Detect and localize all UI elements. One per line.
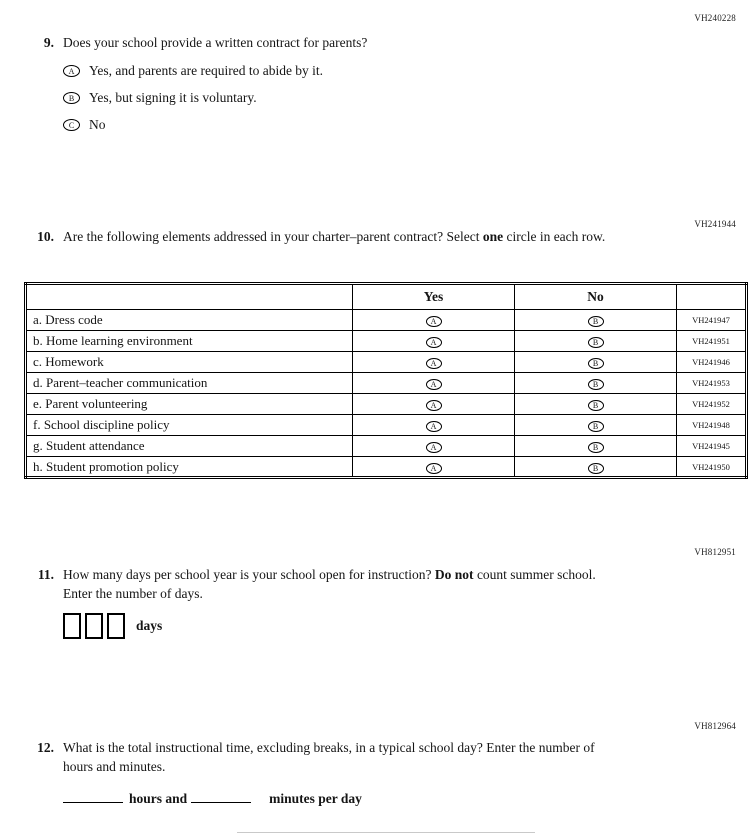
answer-bubble-c[interactable]: C xyxy=(63,119,80,131)
item-code-q10: VH241944 xyxy=(694,219,736,229)
header-no: No xyxy=(515,284,677,310)
header-yes: Yes xyxy=(353,284,515,310)
answer-bubble-yes[interactable]: A xyxy=(426,358,442,369)
row-label: b. Home learning environment xyxy=(26,331,353,352)
answer-bubble-yes[interactable]: A xyxy=(426,379,442,390)
answer-bubble-no[interactable]: B xyxy=(588,400,604,411)
table-header-row xyxy=(26,284,747,310)
answer-bubble-no[interactable]: B xyxy=(588,421,604,432)
answer-bubble-no[interactable]: B xyxy=(588,358,604,369)
question-12-text: What is the total instructional time, excluding breaks, in a typical school day? Enter the number of hours and minutes. xyxy=(63,740,595,774)
row-code: VH241951 xyxy=(677,331,747,352)
question-9-number: 9. xyxy=(43,35,54,50)
answer-bubble-no[interactable]: B xyxy=(588,442,604,453)
table-row-e xyxy=(26,394,747,415)
header-code-blank xyxy=(677,284,747,310)
question-10-text-bold: one xyxy=(482,229,504,244)
answer-bubble-yes[interactable]: A xyxy=(426,400,442,411)
item-code-q12: VH812964 xyxy=(694,721,736,731)
question-10-number: 10. xyxy=(37,229,54,244)
contract-elements-table xyxy=(24,282,748,479)
minutes-blank[interactable] xyxy=(191,789,251,803)
answer-bubble-no[interactable]: B xyxy=(588,316,604,327)
table-row-a xyxy=(26,310,747,331)
question-11-text xyxy=(63,565,625,603)
row-label: c. Homework xyxy=(26,352,353,373)
table-row-f xyxy=(26,415,747,436)
header-blank xyxy=(26,284,353,310)
answer-bubble-yes[interactable]: A xyxy=(426,337,442,348)
question-10-text-after: circle in each row. xyxy=(506,229,606,244)
table-row-b xyxy=(26,331,747,352)
hours-label: hours and xyxy=(129,791,188,806)
days-digit-box-3[interactable] xyxy=(107,613,125,639)
days-unit-label: days xyxy=(136,617,163,633)
hours-blank[interactable] xyxy=(63,789,123,803)
row-code: VH241948 xyxy=(677,415,747,436)
question-9 xyxy=(28,33,367,143)
row-code: VH241950 xyxy=(677,457,747,478)
days-digit-box-1[interactable] xyxy=(63,613,81,639)
row-label: e. Parent volunteering xyxy=(26,394,353,415)
item-code-q11: VH812951 xyxy=(694,547,736,557)
item-code-q9: VH240228 xyxy=(694,13,736,23)
row-label: g. Student attendance xyxy=(26,436,353,457)
answer-bubble-yes[interactable]: A xyxy=(426,421,442,432)
question-12-number: 12. xyxy=(37,740,54,755)
answer-bubble-b[interactable]: B xyxy=(63,92,80,104)
answer-bubble-yes[interactable]: A xyxy=(426,442,442,453)
answer-bubble-no[interactable]: B xyxy=(588,463,604,474)
row-label: h. Student promotion policy xyxy=(26,457,353,478)
question-9-option-c xyxy=(63,116,367,134)
row-code: VH241946 xyxy=(677,352,747,373)
row-code: VH241953 xyxy=(677,373,747,394)
row-code: VH241945 xyxy=(677,436,747,457)
question-11 xyxy=(28,565,625,639)
answer-bubble-yes[interactable]: A xyxy=(426,463,442,474)
time-entry-row xyxy=(63,789,625,809)
next-item-crop-line xyxy=(237,832,535,833)
question-11-number: 11. xyxy=(37,567,54,582)
question-10-text xyxy=(63,227,605,246)
answer-bubble-yes[interactable]: A xyxy=(426,316,442,327)
table-row-d xyxy=(26,373,747,394)
row-code: VH241952 xyxy=(677,394,747,415)
question-12 xyxy=(28,738,625,809)
row-label: d. Parent–teacher communication xyxy=(26,373,353,394)
table-row-h xyxy=(26,457,747,478)
question-11-text-before: How many days per school year is your school open for instruction? xyxy=(63,567,432,582)
question-11-text-after: count summer school. Enter the number of days. xyxy=(63,567,596,601)
question-9-option-b xyxy=(63,89,367,107)
minutes-label: minutes per day xyxy=(269,791,362,806)
answer-bubble-a[interactable]: A xyxy=(63,65,80,77)
days-digit-box-2[interactable] xyxy=(85,613,103,639)
answer-bubble-no[interactable]: B xyxy=(588,337,604,348)
question-9-options xyxy=(63,62,367,134)
table-row-g xyxy=(26,436,747,457)
question-10 xyxy=(28,227,605,246)
table-row-c xyxy=(26,352,747,373)
days-entry-row xyxy=(63,612,625,639)
question-10-text-before: Are the following elements addressed in your charter–parent contract? Select xyxy=(63,229,480,244)
question-9-option-a xyxy=(63,62,367,80)
row-label: a. Dress code xyxy=(26,310,353,331)
option-label-c: No xyxy=(89,117,106,132)
question-11-text-bold: Do not xyxy=(434,567,474,582)
option-label-b: Yes, but signing it is voluntary. xyxy=(89,90,257,105)
row-code: VH241947 xyxy=(677,310,747,331)
question-9-text: Does your school provide a written contract for parents? xyxy=(63,35,368,50)
option-label-a: Yes, and parents are required to abide by it. xyxy=(89,63,324,78)
row-label: f. School discipline policy xyxy=(26,415,353,436)
answer-bubble-no[interactable]: B xyxy=(588,379,604,390)
